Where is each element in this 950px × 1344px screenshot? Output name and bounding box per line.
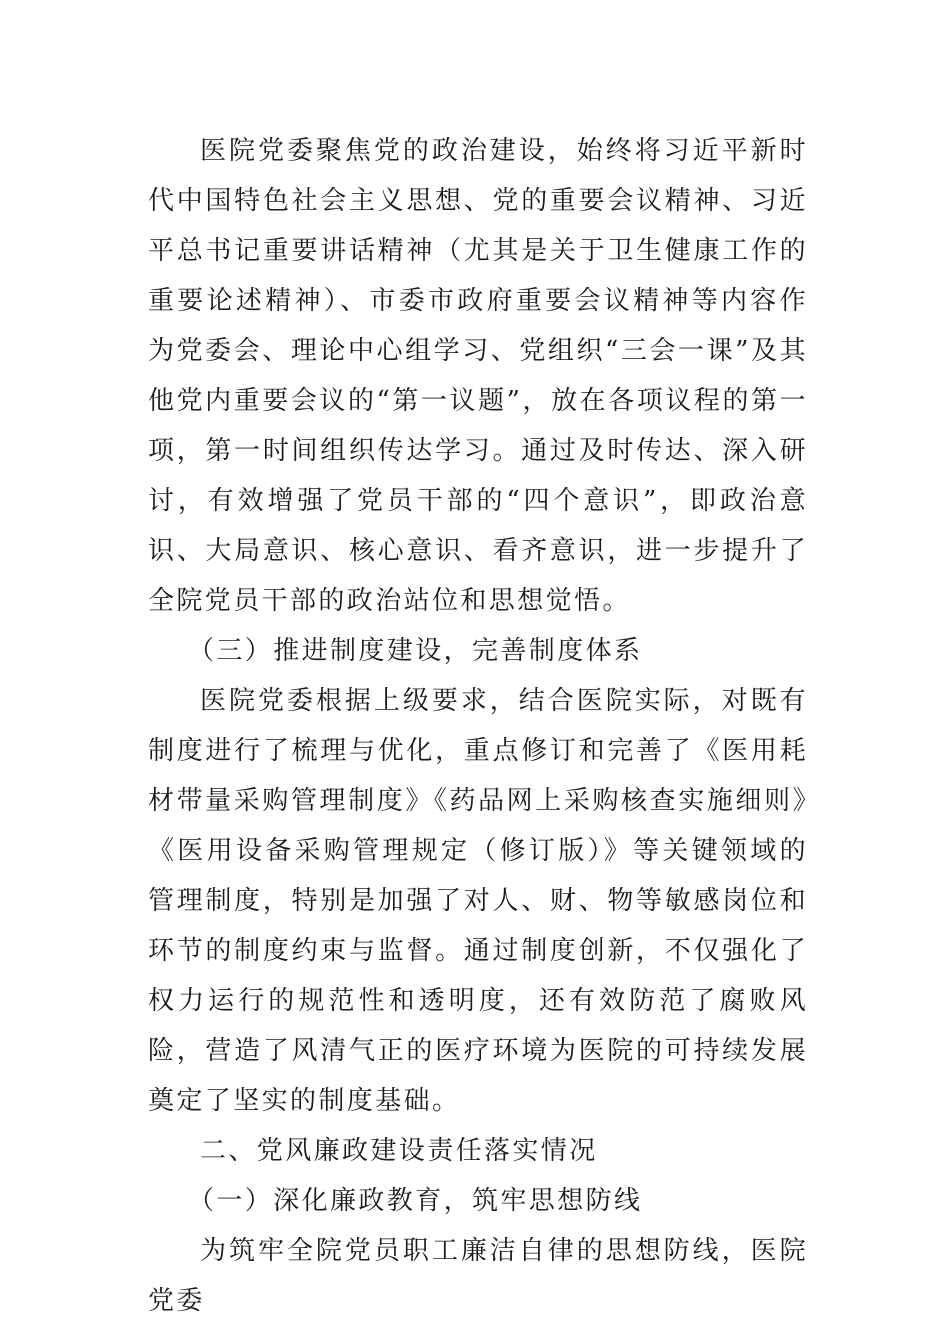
- section-heading-system-building: （三）推进制度建设，完善制度体系: [188, 636, 643, 666]
- document-body: [148, 126, 808, 1326]
- paragraph-political-building: 医院党委聚焦党的政治建设，始终将习近平新时代中国特色社会主义思想、党的重要会议精神、习近平总书记重要讲话精神（尤其是关于卫生健康工作的重要论述精神）、市委市政府重要会议精神等内容作为党委会、理论中心组学习、党组织“三会一课”及其他党内重要会议的“第一议题”，放在各项议程的第一项，第一时间组织传达学习。通过及时传达、深入研讨，有效增强了党员干部的“四个意识”，即政治意识、大局意识、核心意识、看齐意识，进一步提升了全院党员干部的政治站位和思想觉悟。: [148, 136, 808, 616]
- section-heading-integrity-education: （一）深化廉政教育，筑牢思想防线: [188, 1186, 643, 1216]
- paragraph-system-building: 医院党委根据上级要求，结合医院实际，对既有制度进行了梳理与优化，重点修订和完善了《医用耗材带量采购管理制度》《药品网上采购核查实施细则》《医用设备采购管理规定（修订版）》等关键领域的管理制度，特别是加强了对人、财、物等敏感岗位和环节的制度约束与监督。通过制度创新，不仅强化了权力运行的规范性和透明度，还有效防范了腐败风险，营造了风清气正的医疗环境为医院的可持续发展奠定了坚实的制度基础。: [148, 686, 808, 1116]
- paragraph-integrity-education: 为筑牢全院党员职工廉洁自律的思想防线，医院党委: [148, 1236, 808, 1316]
- section-heading-responsibility: 二、党风廉政建设责任落实情况: [200, 1136, 598, 1166]
